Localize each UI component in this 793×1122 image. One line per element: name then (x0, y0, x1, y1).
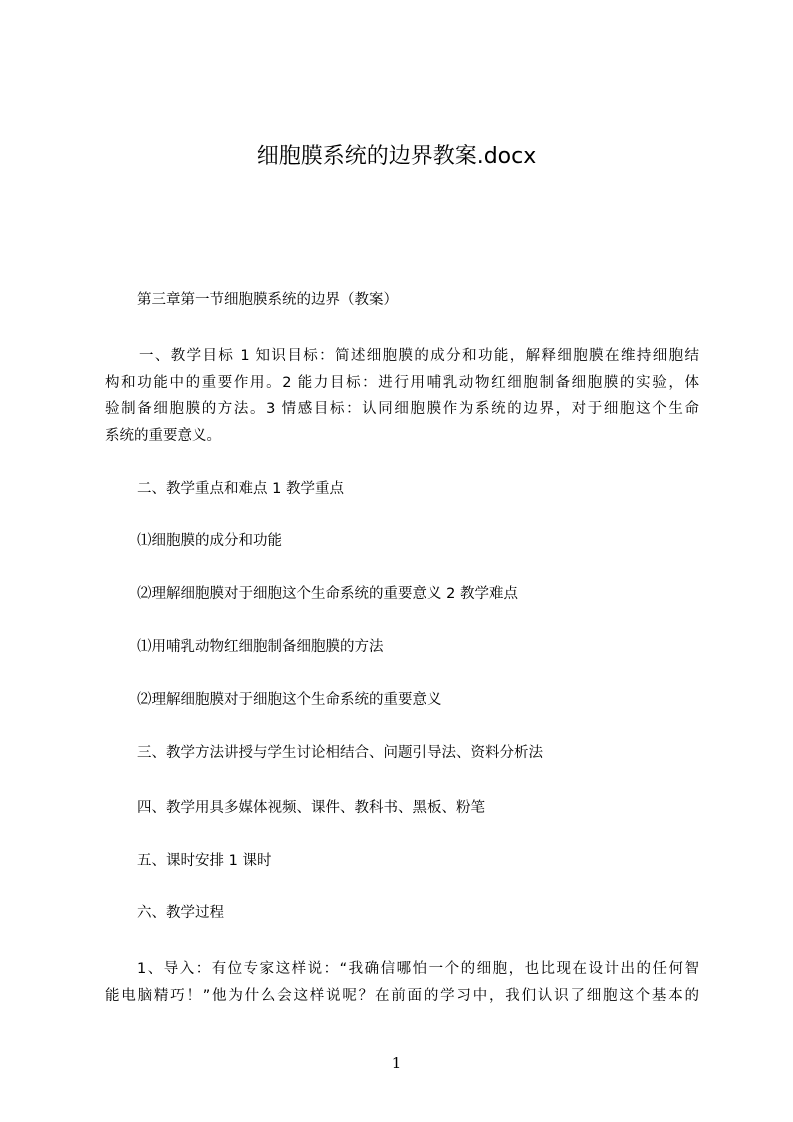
key-point-2: ⑵理解细胞膜对于细胞这个生命系统的重要意义 2 教学难点 (137, 586, 518, 602)
chapter-heading: 第三章第一节细胞膜系统的边界（教案） (137, 292, 398, 308)
paragraph-methods: 三、教学方法讲授与学生讨论相结合、问题引导法、资料分析法 (137, 745, 543, 761)
key-point-1: ⑴细胞膜的成分和功能 (137, 533, 282, 549)
paragraph-tools: 四、教学用具多媒体视频、课件、教科书、黑板、粉笔 (137, 800, 485, 816)
page-number: 1 (391, 1054, 402, 1072)
paragraph-key-points: 二、教学重点和难点 1 教学重点 (137, 481, 344, 497)
paragraph-intro: 1、导入：有位专家这样说：“我确信哪怕一个的细胞，也比现在设计出的任何智 能电脑精巧！”他为什么会这样说呢？在前面的学习中，我们认识了细胞这个基本的 (105, 961, 699, 1004)
difficult-point-1: ⑴用哺乳动物红细胞制备细胞膜的方法 (137, 639, 384, 655)
paragraph-objectives: 一、教学目标 1 知识目标：简述细胞膜的成分和功能，解释细胞膜在维持细胞结 构和功能中的重要作用。2 能力目标：进行用哺乳动物红细胞制备细胞膜的实验，体 验制备细胞膜的方法。3 情感目标：认同细胞膜作为系统的边界，对于细胞这个生命 系统的重要意义。 (105, 348, 699, 444)
difficult-point-2: ⑵理解细胞膜对于细胞这个生命系统的重要意义 (137, 692, 442, 708)
paragraph-schedule: 五、课时安排 1 课时 (137, 853, 272, 869)
paragraph-process: 六、教学过程 (137, 905, 224, 921)
document-title: 细胞膜系统的边界教案.docx (256, 144, 537, 169)
